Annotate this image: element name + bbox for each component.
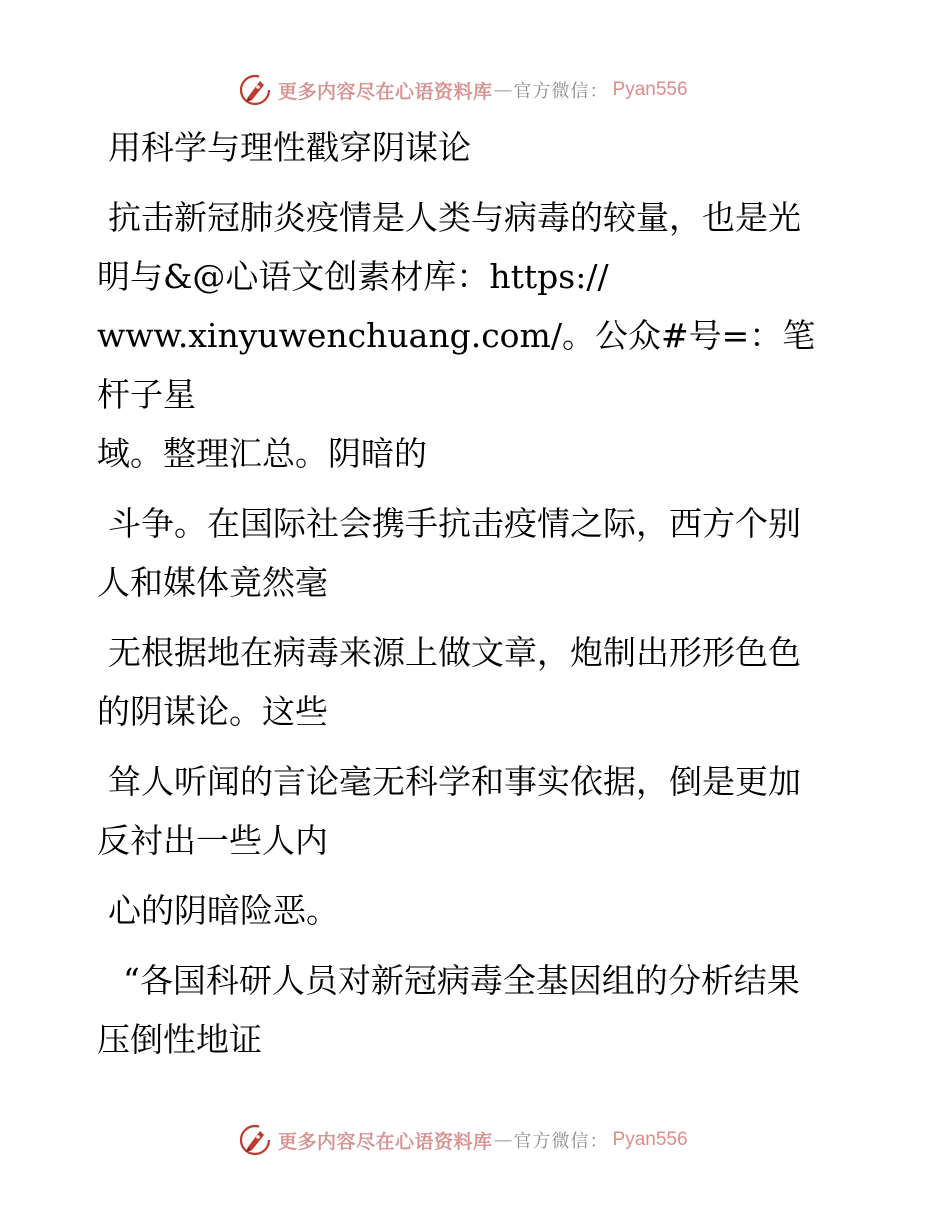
paragraph-line: 域。整理汇总。阴暗的 — [97, 434, 427, 473]
banner-wechat-id: Pyan556 — [612, 79, 688, 100]
paragraph-2 — [97, 494, 837, 612]
paragraph-line: 抗击新冠肺炎疫情是人类与病毒的较量，也是光 — [108, 198, 801, 237]
banner-wechat-id: Pyan556 — [612, 1129, 688, 1150]
paragraph-line: 明与&@心语文创素材库：https:// — [97, 257, 609, 296]
paragraph-line: www.xinyuwenchuang.com/。公众#号=：笔杆子星 — [97, 316, 816, 414]
banner-wechat-label: 官方微信： — [513, 81, 609, 102]
paragraph-line: 的阴谋论。这些 — [97, 692, 328, 731]
paragraph-3 — [97, 623, 837, 741]
paragraph-line: 斗争。在国际社会携手抗击疫情之际，西方个别 — [108, 504, 801, 543]
pen-nib-logo-icon — [238, 73, 272, 107]
header-banner — [238, 72, 708, 108]
document-title: 用科学与理性戳穿阴谋论 — [108, 128, 471, 167]
document-body — [97, 118, 837, 1080]
paragraph-line: 人和媒体竟然毫 — [97, 563, 328, 602]
footer-banner — [238, 1122, 708, 1158]
banner-brand-text: 更多内容尽在心语资料库 — [278, 80, 493, 103]
paragraph-5 — [97, 881, 837, 940]
banner-dash: — — [493, 79, 513, 101]
paragraph-4 — [97, 752, 837, 870]
paragraph-line: 无根据地在病毒来源上做文章，炮制出形形色色 — [108, 633, 801, 672]
banner-wechat-label: 官方微信： — [513, 1131, 609, 1152]
paragraph-6 — [97, 951, 837, 1069]
banner-brand-text: 更多内容尽在心语资料库 — [278, 1130, 493, 1153]
paragraph-line: 压倒性地证 — [97, 1020, 262, 1059]
banner-dash: — — [493, 1129, 513, 1151]
paragraph-line: 耸人听闻的言论毫无科学和事实依据，倒是更加 — [108, 762, 801, 801]
paragraph-1 — [97, 188, 837, 483]
paragraph-line: 心的阴暗险恶。 — [108, 891, 339, 930]
paragraph-line: “各国科研人员对新冠病毒全基因组的分析结果 — [123, 961, 800, 1000]
paragraph-line: 反衬出一些人内 — [97, 821, 328, 860]
pen-nib-logo-icon — [238, 1123, 272, 1157]
